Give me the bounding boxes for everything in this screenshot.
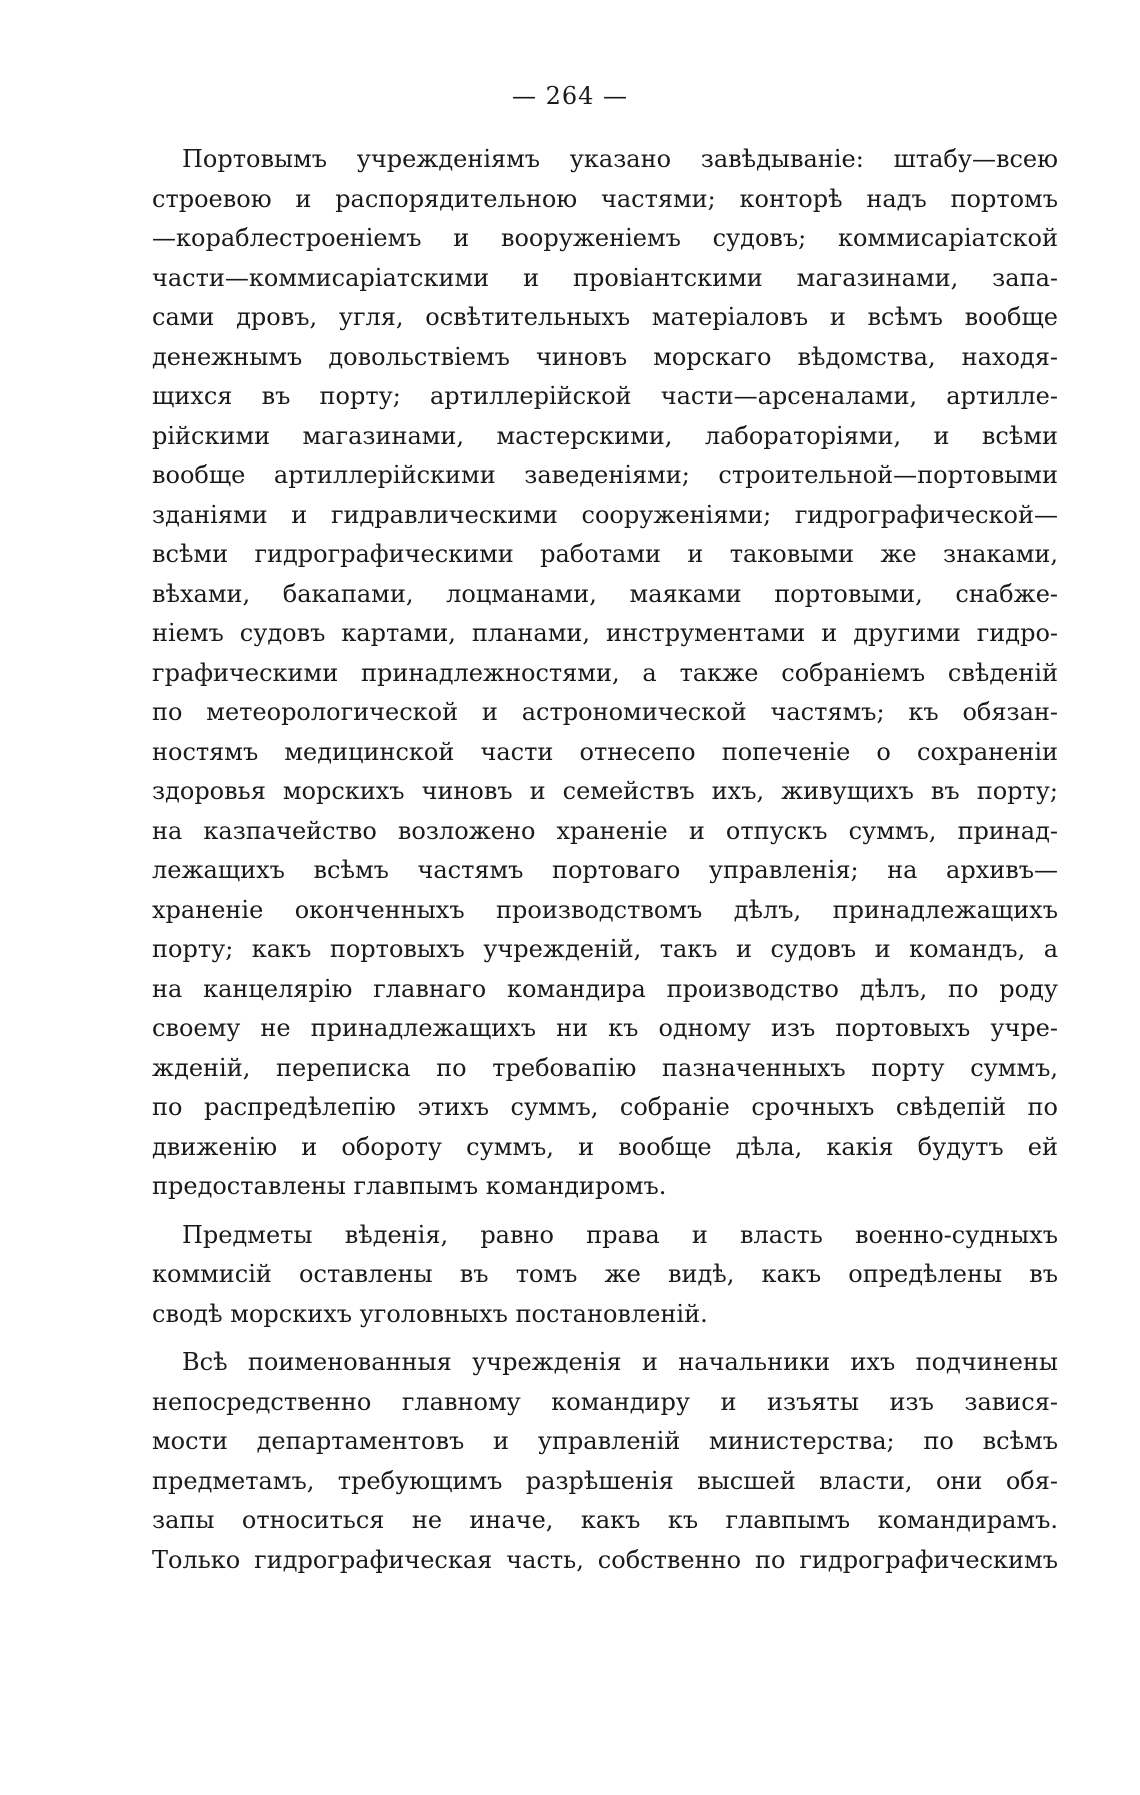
text-line: вообще артиллерійскими заведеніями; строительной—портовыми — [152, 461, 1058, 489]
text-line: Предметы вѣденія, равно права и власть военно-судныхъ — [182, 1220, 1058, 1249]
page-number: — 264 — — [511, 82, 629, 110]
text-line: на канцелярію главнаго командира производство дѣлъ, по роду — [152, 974, 1058, 1003]
text-line: рійскими магазинами, мастерскими, лабораторіями, и всѣми — [152, 421, 1058, 450]
text-line: здоровья морскихъ чиновъ и семействъ ихъ, живущихъ въ порту; — [152, 777, 1058, 805]
text-line: храненіе оконченныхъ производствомъ дѣлъ, принадлежащихъ — [152, 895, 1058, 924]
text-line: Только гидрографическая часть, собственно по гидрографическимъ — [152, 1545, 1058, 1574]
text-line: ніемъ судовъ картами, планами, инструментами и другими гидро- — [152, 619, 1058, 647]
text-line: сводѣ морскихъ уголовныхъ постановленій. — [152, 1299, 708, 1328]
text-line: непосредственно главному командиру и изъяты изъ завися- — [152, 1387, 1058, 1416]
text-line: графическими принадлежностями, а также собраніемъ свѣденій — [152, 658, 1058, 687]
text-line: движенію и обороту суммъ, и вообще дѣла, какія будутъ ей — [152, 1132, 1058, 1161]
paragraph-2 — [152, 1216, 1058, 1335]
paragraph-gap — [152, 1207, 1058, 1216]
paragraph-1 — [152, 140, 1058, 1207]
text-line: на казпачейство возложено храненіе и отпускъ суммъ, принад- — [152, 816, 1058, 845]
text-line: жденій, переписка по требовапію пазначенныхъ порту суммъ, — [152, 1053, 1058, 1082]
text-line: запы относиться не иначе, какъ къ главпымъ командирамъ. — [152, 1506, 1058, 1534]
text-line: Всѣ поименованныя учрежденія и начальники ихъ подчинены — [182, 1348, 1058, 1376]
text-line: порту; какъ портовыхъ учрежденій, такъ и судовъ и командъ, а — [152, 935, 1058, 963]
text-line: сами дровъ, угля, освѣтительныхъ матеріаловъ и всѣмъ вообще — [152, 303, 1058, 331]
text-line: Портовымъ учрежденіямъ указано завѣдываніе: штабу—всею — [182, 145, 1058, 173]
body-text — [152, 140, 1058, 1580]
text-line: денежнымъ довольствіемъ чиновъ морскаго вѣдомства, находя- — [152, 342, 1058, 371]
text-line: части—коммисаріатскими и провіантскими магазинами, запа- — [152, 263, 1058, 292]
text-line: по метеорологической и астрономической частямъ; къ обязан- — [152, 698, 1058, 726]
text-line: лежащихъ всѣмъ частямъ портоваго управленія; на архивъ— — [152, 856, 1058, 884]
text-line: ностямъ медицинской части отнесепо попеченіе о сохраненіи — [152, 737, 1058, 766]
text-line: щихся въ порту; артиллерійской части—арсеналами, артилле- — [152, 382, 1058, 410]
text-line: по распредѣлепію этихъ суммъ, собраніе срочныхъ свѣдепій по — [152, 1093, 1058, 1121]
text-line: предметамъ, требующимъ разрѣшенія высшей власти, они обя- — [152, 1466, 1058, 1495]
paragraph-gap — [152, 1334, 1058, 1343]
text-line: мости департаментовъ и управленій министерства; по всѣмъ — [152, 1427, 1058, 1455]
text-line: своему не принадлежащихъ ни къ одному изъ портовыхъ учре- — [152, 1014, 1058, 1042]
text-line: строевою и распорядительною частями; конторѣ надъ портомъ — [152, 184, 1058, 213]
paragraph-3 — [152, 1343, 1058, 1580]
text-line: коммисій оставлены въ томъ же видѣ, какъ опредѣлены въ — [152, 1260, 1058, 1288]
text-line: предоставлены главпымъ командиромъ. — [152, 1172, 667, 1200]
text-line: вѣхами, бакапами, лоцманами, маяками портовыми, снабже- — [152, 579, 1058, 608]
text-line: всѣми гидрографическими работами и таковыми же знаками, — [152, 540, 1058, 568]
text-line: —кораблестроеніемъ и вооруженіемъ судовъ; коммисаріатской — [152, 224, 1058, 252]
text-line: зданіями и гидравлическими сооруженіями; гидрографической— — [152, 500, 1058, 529]
